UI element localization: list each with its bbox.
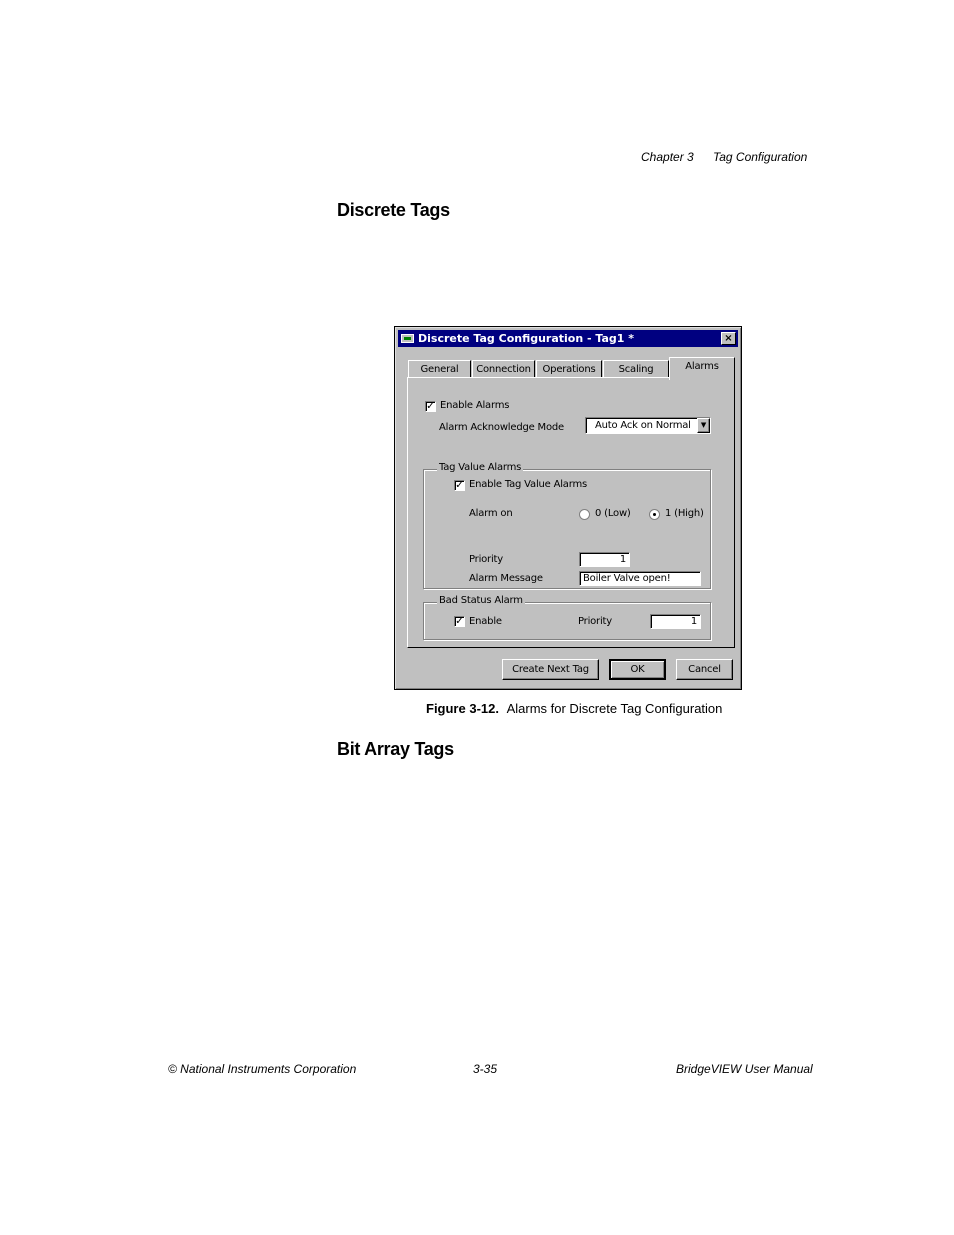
create-next-tag-button[interactable]: Create Next Tag	[502, 659, 599, 680]
figure-caption	[426, 701, 722, 716]
alarm-on-label: Alarm on	[469, 508, 513, 519]
bad-status-enable-checkbox[interactable]: ✓	[455, 616, 464, 627]
ack-mode-label: Alarm Acknowledge Mode	[439, 422, 564, 433]
alarms-panel	[407, 377, 735, 648]
tab-scaling[interactable]: Scaling	[603, 360, 669, 378]
priority-field[interactable]: 1	[579, 552, 630, 567]
alarm-message-field[interactable]: Boiler Valve open!	[579, 571, 701, 586]
alarm-on-low-label: 0 (Low)	[595, 508, 631, 519]
chevron-down-icon[interactable]: ▼	[697, 418, 710, 433]
enable-tag-value-alarms-checkbox[interactable]: ✓	[455, 480, 464, 491]
section-title-bit-array-tags: Bit Array Tags	[337, 739, 454, 759]
tag-value-alarms-group-label: Tag Value Alarms	[439, 462, 522, 473]
dialog-title: Discrete Tag Configuration - Tag1 *	[418, 332, 635, 345]
enable-tag-value-alarms-label: Enable Tag Value Alarms	[469, 479, 588, 490]
ok-button[interactable]: OK	[609, 659, 666, 680]
header-chapter: Chapter 3	[641, 150, 694, 164]
enable-alarms-checkbox[interactable]: ✓	[426, 401, 435, 412]
tab-operations[interactable]: Operations	[536, 360, 602, 378]
alarm-on-high-label: 1 (High)	[665, 508, 704, 519]
priority-label: Priority	[469, 554, 503, 565]
tab-alarms[interactable]: Alarms	[669, 357, 735, 380]
alarm-on-high-radio[interactable]	[649, 509, 660, 520]
header-section: Tag Configuration	[713, 150, 808, 164]
figure-caption-text: Alarms for Discrete Tag Configuration	[506, 701, 723, 716]
dialog-titlebar	[398, 330, 738, 347]
alarm-on-low-radio[interactable]	[579, 509, 590, 520]
enable-alarms-label: Enable Alarms	[440, 400, 510, 411]
ack-mode-select[interactable]	[585, 417, 711, 434]
footer-manual-title: BridgeVIEW User Manual	[676, 1062, 813, 1076]
bad-status-priority-label: Priority	[578, 616, 612, 627]
close-icon[interactable]: ×	[721, 332, 736, 345]
ack-mode-value: Auto Ack on Normal	[595, 420, 691, 431]
tab-general[interactable]: General	[408, 360, 471, 378]
tab-connection[interactable]: Connection	[472, 360, 535, 378]
footer-copyright: © National Instruments Corporation	[168, 1062, 357, 1076]
cancel-button[interactable]: Cancel	[676, 659, 733, 680]
app-icon	[401, 334, 414, 343]
alarm-message-label: Alarm Message	[469, 573, 543, 584]
section-title-discrete-tags: Discrete Tags	[337, 200, 450, 220]
footer-page-number: 3-35	[473, 1062, 498, 1076]
bad-status-alarm-group-label: Bad Status Alarm	[439, 595, 523, 606]
figure-number: Figure 3-12.	[426, 701, 499, 716]
discrete-tag-dialog	[394, 326, 742, 690]
bad-status-enable-label: Enable	[469, 616, 502, 627]
bad-status-priority-field[interactable]: 1	[650, 614, 701, 629]
